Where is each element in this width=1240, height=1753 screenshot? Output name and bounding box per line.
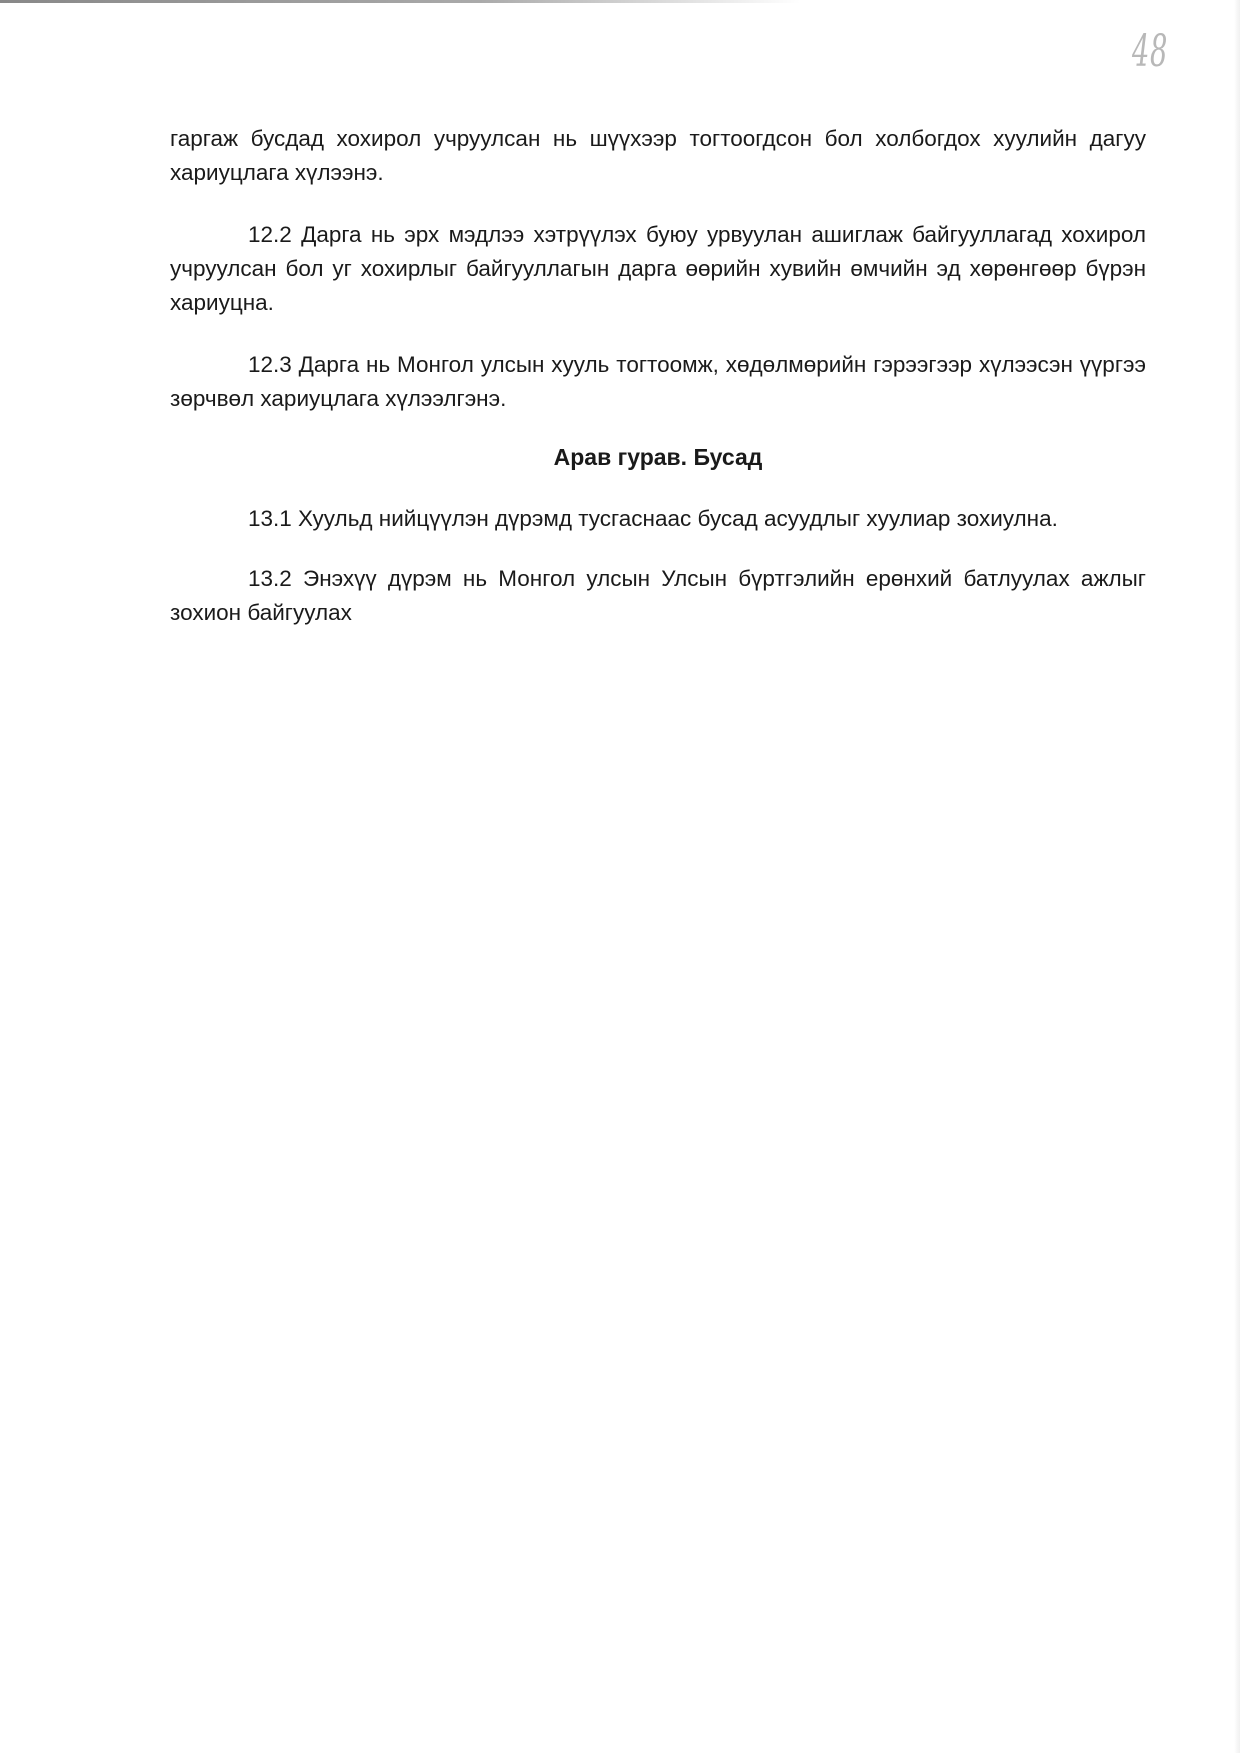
handwritten-page-number: 48 [1132, 26, 1168, 77]
paragraph-13-2: 13.2 Энэхүү дүрэм нь Монгол улсын Улсын бүртгэлийн ерөнхий батлуулах ажлыг зохион байгуулах [170, 566, 1146, 625]
section-heading: Арав гурав. Бусад [553, 444, 763, 470]
paragraph-12-3: 12.3 Дарга нь Монгол улсын хууль тогтоомж, хөдөлмөрийн гэрээгээр хүлээсэн үүргээ зөрчвөл хариуцлага хүлээлгэнэ. [170, 352, 1146, 411]
document-body [170, 122, 1146, 630]
scan-right-shadow [1234, 0, 1240, 1753]
paragraph-13-1: 13.1 Хуульд нийцүүлэн дүрэмд тусгаснаас бусад асуудлыг хуулиар зохиулна. [248, 506, 1058, 531]
paragraph-continuation: гаргаж бусдад хохирол учруулсан нь шүүхээр тогтоогдсон бол холбогдох хуулийн дагуу хариуцлага хүлээнэ. [170, 126, 1146, 185]
scan-top-edge [0, 0, 800, 3]
paragraph-12-2: 12.2 Дарга нь эрх мэдлээ хэтрүүлэх буюу урвуулан ашиглаж байгууллагад хохирол учруулсан бол уг хохирлыг байгууллагын дарга өөрийн хувийн өмчийн эд хөрөнгөөр бүрэн хариуцна. [170, 222, 1146, 315]
